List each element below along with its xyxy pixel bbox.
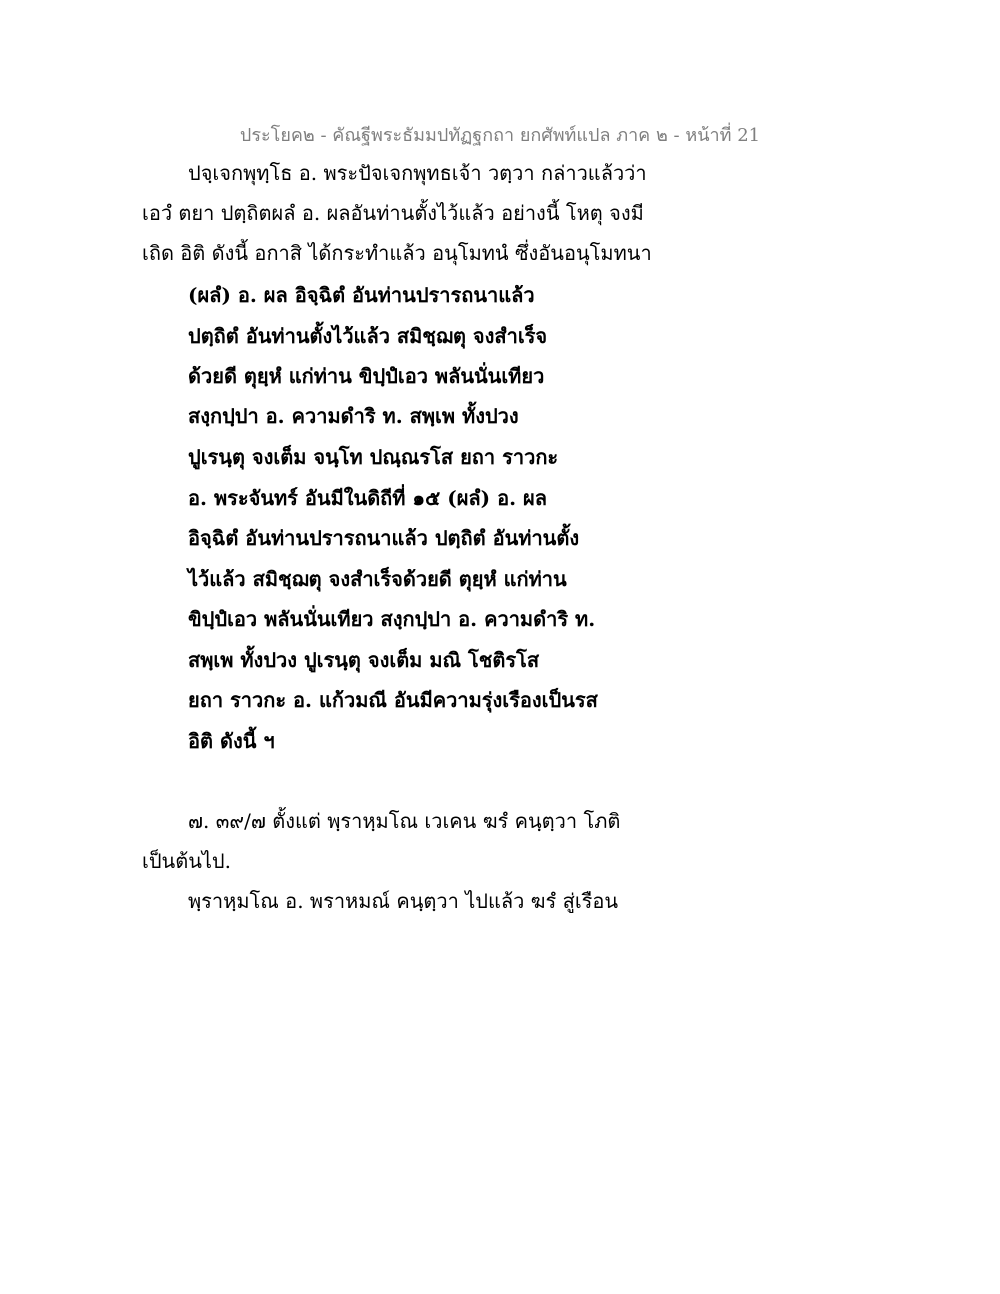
intro-line-3: เถิด อิติ ดังนี้ อกาสิ ได้กระทำแล้ว อนุโมทนํ ซึ่งอันอนุโมทนา <box>142 241 652 265</box>
verse-line-5: ปูเรนฺตุ จงเต็ม จนฺโท ปณฺณรโส ยถา ราวกะ <box>188 445 559 469</box>
verse-line-11: ยถา ราวกะ อ. แก้วมณี อันมีความรุ่งเรืองเป็นรส <box>188 688 598 712</box>
section-line-3: พฺราหฺมโณ อ. พราหมณ์ คนฺตฺวา ไปแล้ว ฆรํ สู่เรือน <box>188 889 619 913</box>
intro-line-2: เอวํ ตยา ปตฺถิตผลํ อ. ผลอันท่านตั้งไว้แล้ว อย่างนี้ โหตุ จงมี <box>142 201 644 225</box>
verse-line-12: อิติ ดังนี้ ฯ <box>188 729 275 753</box>
page-header-text: ประโยค๒ - คัณฐีพระธัมมปทัฏฐกถา ยกศัพท์แปล ภาค ๒ - หน้าที่ 21 <box>239 125 761 146</box>
verse-line-3: ด้วยดี ตุยฺหํ แก่ท่าน ขิปฺปํเอว พลันนั่นเทียว <box>188 364 545 388</box>
section-line-1: ๗. ๓๙/๗ ตั้งแต่ พฺราหฺมโณ เวเคน ฆรํ คนฺตฺวา โภติ <box>188 809 621 833</box>
verse-line-10: สพฺเพ ทั้งปวง ปูเรนฺตุ จงเต็ม มณิ โชติรโส <box>188 648 540 672</box>
verse-line-7: อิจฺฉิตํ อันท่านปรารถนาแล้ว ปตฺถิตํ อันท่านตั้ง <box>188 526 580 550</box>
verse-line-8: ไว้แล้ว สมิชฺฌตุ จงสำเร็จด้วยดี ตุยฺหํ แก่ท่าน <box>188 567 567 591</box>
verse-line-2: ปตฺถิตํ อันท่านตั้งไว้แล้ว สมิชฺฌตุ จงสำเร็จ <box>188 324 548 348</box>
intro-line-1: ปจฺเจกพุทฺโธ อ. พระปัจเจกพุทธเจ้า วตฺวา กล่าวแล้วว่า <box>188 161 647 185</box>
verse-line-4: สงฺกปฺปา อ. ความดำริ ท. สพฺเพ ทั้งปวง <box>188 404 519 428</box>
verse-line-6: อ. พระจันทร์ อันมีในดิถีที่ ๑๕ (ผลํ) อ. ผล <box>188 486 548 510</box>
page-header <box>0 120 1000 149</box>
verse-line-1: (ผลํ) อ. ผล อิจฺฉิตํ อันท่านปรารถนาแล้ว <box>188 283 535 307</box>
section-line-2: เป็นต้นไป. <box>142 849 231 873</box>
verse-line-9: ขิปฺปํเอว พลันนั่นเทียว สงฺกปฺปา อ. ความดำริ ท. <box>188 607 596 631</box>
